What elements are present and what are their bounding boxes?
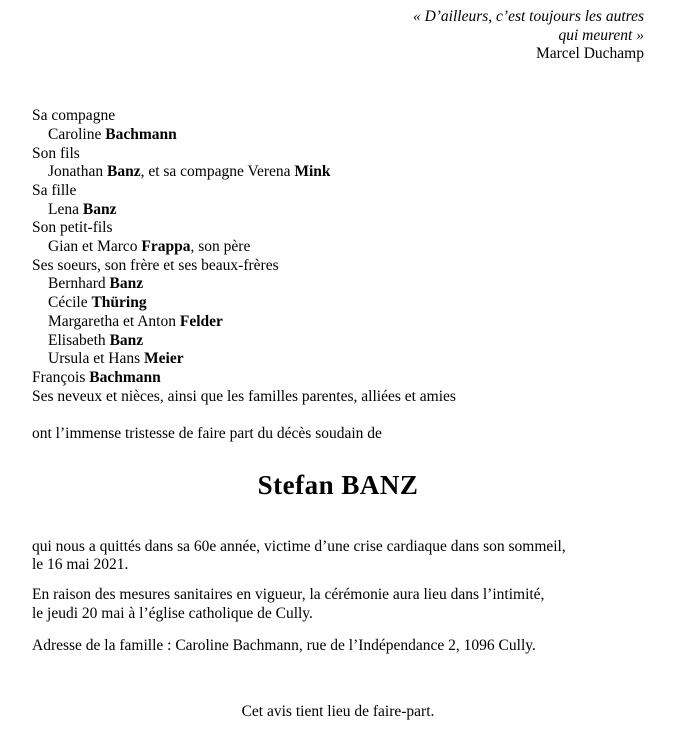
family-surname: Banz [106, 163, 141, 181]
family-line [32, 163, 644, 182]
family-text: Sa compagne [32, 107, 116, 125]
family-text: , et sa compagne Verena [140, 163, 295, 181]
family-text: Jonathan [48, 163, 107, 181]
paragraph-line: le jeudi 20 mai à l’église catholique de Cully. [32, 604, 313, 622]
family-text: Margaretha et Anton [48, 312, 180, 330]
family-surname: Bachmann [105, 125, 177, 143]
paragraph-line: qui nous a quittés dans sa 60e année, victime d’une crise cardiaque dans son sommeil, [32, 537, 566, 555]
family-line [32, 145, 644, 164]
family-text: Son fils [32, 144, 80, 162]
family-text: Caroline [48, 125, 106, 143]
family-text: Sa fille [32, 181, 77, 199]
family-text: Lena [48, 200, 83, 218]
family-line [32, 350, 644, 369]
paragraph-line: Adresse de la famille : Caroline Bachmann, rue de l’Indépendance 2, 1096 Cully. [32, 637, 536, 655]
body-paragraph [32, 538, 644, 575]
epigraph-line-2: qui meurent » [558, 26, 644, 44]
body-paragraphs [32, 538, 644, 657]
family-text: Son petit-fils [32, 219, 113, 237]
family-text: Gian et Marco [48, 238, 142, 256]
epigraph [32, 8, 644, 64]
family-line [32, 107, 644, 126]
family-line [32, 369, 644, 388]
family-text: Elisabeth [48, 331, 110, 349]
family-line [32, 257, 644, 276]
family-list [32, 107, 644, 406]
family-text: , son père [190, 238, 251, 256]
family-line [32, 238, 644, 257]
family-surname: Meier [144, 350, 184, 368]
body-paragraph [32, 586, 644, 623]
family-line [32, 201, 644, 220]
family-text: Bernhard [48, 275, 110, 293]
epigraph-author: Marcel Duchamp [535, 45, 644, 63]
epigraph-line-1: « D’ailleurs, c’est toujours les autres [412, 8, 644, 25]
family-text: Ses soeurs, son frère et ses beaux-frères [32, 256, 279, 274]
family-text: Ses neveux et nièces, ainsi que les familles parentes, alliées et amies [32, 387, 456, 405]
closing-line: Cet avis tient lieu de faire-part. [241, 703, 435, 721]
family-line [32, 126, 644, 145]
family-text: Cécile [48, 294, 92, 312]
family-surname: Felder [179, 312, 223, 330]
family-line [32, 313, 644, 332]
family-line [32, 388, 644, 407]
family-text: François [32, 368, 90, 386]
family-surname: Frappa [141, 238, 191, 256]
family-text: Ursula et Hans [48, 350, 144, 368]
family-line [32, 294, 644, 313]
family-surname: Mink [294, 163, 331, 181]
family-line [32, 182, 644, 201]
family-line [32, 332, 644, 351]
family-surname: Banz [82, 200, 117, 218]
paragraph-line: le 16 mai 2021. [32, 556, 129, 574]
family-surname: Bachmann [89, 368, 161, 386]
family-line [32, 219, 644, 238]
paragraph-line: En raison des mesures sanitaires en vigueur, la cérémonie aura lieu dans l’intimité, [32, 585, 545, 603]
family-surname: Banz [109, 331, 144, 349]
family-surname: Thüring [91, 294, 147, 312]
family-surname: Banz [109, 275, 144, 293]
body-paragraph [32, 637, 644, 656]
deceased-name: Stefan BANZ [257, 469, 419, 500]
intro-line: ont l’immense tristesse de faire part du décès soudain de [32, 424, 382, 442]
family-line [32, 275, 644, 294]
